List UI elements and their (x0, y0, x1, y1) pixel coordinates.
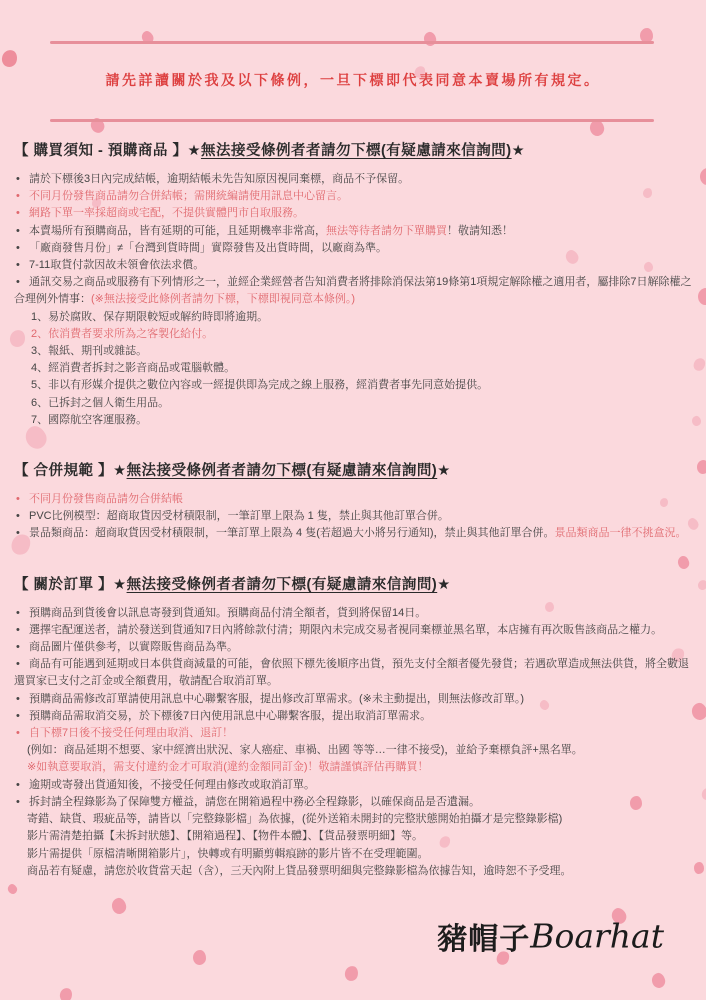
decor-dot (697, 579, 706, 591)
terms-item (14, 412, 696, 429)
terms-item-text: 無法等待者請勿下單購買 (326, 224, 447, 237)
section-warning: 無法接受條例者者請勿下標(有疑慮請來信詢問) (126, 576, 438, 593)
bullet-icon: • (16, 658, 20, 671)
terms-item-text: 1、易於腐敗、保存期限較短或解約時即將逾期。 (31, 310, 269, 323)
section (14, 459, 696, 543)
terms-item (14, 395, 696, 412)
bullet-icon: • (16, 606, 20, 619)
terms-item-text: (※無法接受此條例者請勿下標，下標即視同意本條例。) (91, 293, 356, 306)
bullet-icon: • (16, 190, 20, 203)
terms-item (14, 828, 696, 845)
decor-dot (423, 31, 438, 47)
terms-item (14, 360, 696, 377)
star-icon: ★ (511, 143, 526, 159)
section (14, 139, 696, 429)
header-divider-line (50, 119, 654, 122)
bullet-icon: • (16, 224, 20, 237)
terms-item-text: 網路下單一率採超商或宅配，不提供實體門市自取服務。 (29, 207, 304, 220)
section-warning: 無法接受條例者者請勿下標(有疑慮請來信詢問) (200, 143, 512, 159)
shop-logo-latin: Boarhat (530, 916, 664, 956)
section (14, 573, 696, 880)
terms-item (14, 257, 696, 274)
section-heading (14, 573, 696, 594)
terms-item-text: 不同月份發售商品請勿合併結帳 (29, 493, 183, 506)
star-icon: ★ (113, 576, 127, 593)
terms-item (14, 622, 696, 639)
terms-item-text: 景品類商品一律不挑盒況。 (554, 527, 687, 540)
star-icon: ★ (187, 143, 201, 159)
terms-item (14, 525, 696, 542)
terms-item-text: 7-11取貨付款因故未領會依法求償。 (29, 259, 205, 272)
terms-item (14, 742, 696, 759)
bullet-icon: • (16, 623, 20, 636)
terms-item-text: 6、已拆封之個人衛生用品。 (31, 396, 170, 409)
terms-item (14, 223, 696, 240)
section-title: 【 關於訂單 】 (14, 576, 114, 593)
terms-item-text: 選擇宅配運送者，請於發送到貨通知7日內將餘款付清；期限內未完成交易者視同棄標並黑名單，本店擁有再次販售該商品之權力。 (29, 623, 663, 636)
terms-item-text: (例如：商品延期不想要、家中經濟出狀況、家人癌症、車禍、出國 等等…一律不接受)，並給予棄標負評+黑名單。 (27, 744, 583, 757)
section-heading (14, 139, 696, 160)
terms-item (14, 377, 696, 394)
terms-item-text: 預購商品到貨後會以訊息寄發到貨通知。預購商品付清全額者，貨到將保留14日。 (29, 606, 427, 619)
terms-item (14, 846, 696, 863)
decor-dot (0, 48, 19, 68)
bullet-icon: • (16, 276, 20, 289)
terms-item (14, 309, 696, 326)
terms-item (14, 274, 696, 308)
section-title: 【 合併規範 】 (14, 463, 114, 480)
terms-item (14, 605, 696, 622)
terms-item (14, 708, 696, 725)
terms-item (14, 691, 696, 708)
section-warning: 無法接受條例者者請勿下標(有疑慮請來信詢問) (126, 463, 438, 480)
terms-item-text: ※如執意要取消，需支付違約金才可取消(違約金額同訂金)！敬請謹慎評估再購買！ (27, 761, 429, 774)
terms-sections (14, 139, 696, 910)
star-icon: ★ (113, 463, 127, 480)
decor-dot (698, 288, 706, 305)
terms-item (14, 326, 696, 343)
terms-item (14, 508, 696, 525)
terms-item-text: ！敬請知悉！ (447, 224, 513, 237)
terms-item (14, 171, 696, 188)
bullet-icon: • (16, 207, 20, 220)
bullet-icon: • (16, 510, 20, 523)
decor-dot (343, 965, 359, 983)
bullet-icon: • (16, 709, 20, 722)
terms-item-text: 寄錯、缺貨、瑕疵品等，請皆以「完整錄影檔」為依據，(從外送箱未開封的完整狀態開始拍攝才是完整錄影檔) (27, 813, 563, 826)
terms-item (14, 639, 696, 656)
star-icon: ★ (437, 576, 451, 593)
decor-dot (59, 987, 74, 1000)
terms-item (14, 491, 696, 508)
bullet-icon: • (16, 527, 20, 540)
terms-item-text: 「廠商發售月份」≠「台灣到貨時間」實際發售及出貨時間，以廠商為準。 (29, 241, 388, 254)
terms-item-text: 5、非以有形媒介提供之數位內容或一經提供即為完成之線上服務，經消費者事先同意始提供。 (31, 379, 489, 392)
terms-item-text: 7、國際航空客運服務。 (31, 413, 148, 426)
terms-item-text: 逾期或寄發出貨通知後，不接受任何理由修改或取消訂單。 (29, 778, 315, 791)
terms-item-text: 2、依消費者要求所為之客製化給付。 (31, 327, 214, 340)
decor-dot (701, 787, 706, 801)
terms-item-text: 景品類商品：超商取貨因受材積限制，一筆訂單上限為 4 隻(若超過大小將另行通知)，禁止與其他訂單合併。 (29, 527, 555, 540)
terms-item-text: 4、經消費者拆封之影音商品或電腦軟體。 (31, 362, 236, 375)
star-icon: ★ (437, 463, 451, 480)
terms-item (14, 759, 696, 776)
bullet-icon: • (16, 493, 20, 506)
terms-item (14, 656, 696, 690)
terms-item-text: 預購商品需修改訂單請使用訊息中心聯繫客服，提出修改訂單需求。(※未主動提出，則無法修改訂單。) (29, 692, 525, 705)
terms-item-text: 3、報紙、期刊或雜誌。 (31, 345, 148, 358)
terms-item (14, 343, 696, 360)
shop-logo-cjk: 豬帽子 (437, 923, 531, 956)
bullet-icon: • (16, 173, 20, 185)
section-title: 【 購買須知 - 預購商品 】 (14, 143, 188, 159)
terms-item (14, 205, 696, 222)
terms-item (14, 811, 696, 828)
terms-item-text: 通訊交易之商品或服務有下列情形之一，並經企業經營者告知消費者將排除消保法第19條第1項規定解除權之適用者，屬排除7日解除權之合理例外情事： (14, 276, 692, 306)
terms-item-text: 商品圖片僅供參考，以實際販售商品為準。 (29, 641, 238, 654)
terms-item-text: 商品若有疑慮，請您於收貨當天起（含），三天內附上貨品發票明細與完整錄影檔為依據告知，逾時恕不予受理。 (27, 864, 572, 877)
bullet-icon: • (16, 692, 20, 705)
terms-item (14, 240, 696, 257)
bullet-icon: • (16, 641, 20, 654)
terms-item (14, 725, 696, 742)
terms-item-text: 請於下標後3日內完成結帳，逾期結帳未先告知原因視同棄標，商品不予保留。 (29, 173, 410, 185)
terms-item-text: 本賣場所有預購商品，皆有延期的可能，且延期機率非常高， (29, 224, 326, 237)
terms-item-text: 自下標7日後不接受任何理由取消、退訂！ (29, 727, 234, 740)
terms-item (14, 188, 696, 205)
decor-dot (697, 460, 706, 474)
bullet-icon: • (16, 795, 20, 808)
bullet-icon: • (16, 241, 20, 254)
terms-item-text: 預購商品需取消交易，於下標後7日內使用訊息中心聯繫客服，提出取消訂單需求。 (29, 709, 432, 722)
top-divider-line (50, 41, 654, 44)
section-heading (14, 459, 696, 480)
terms-item-text: 影片需清楚拍攝【未拆封狀態】、【開箱過程】、【物件本體】、【貨品發票明細】等。 (27, 830, 423, 843)
terms-item-text: 拆封請全程錄影為了保障雙方權益，請您在開箱過程中務必全程錄影，以確保商品是否遺漏。 (29, 795, 480, 808)
header-notice: 請先詳讀關於我及以下條例，一旦下標即代表同意本賣場所有規定。 (105, 72, 601, 88)
decor-dot (193, 950, 206, 965)
terms-item (14, 863, 696, 880)
terms-item-text: 影片需提供「原檔清晰開箱影片」，快轉或有明顯剪輯痕跡的影片皆不在受理範圍。 (27, 847, 429, 860)
terms-item (14, 777, 696, 794)
terms-item-text: PVC比例模型：超商取貨因受材積限制，一筆訂單上限為 1 隻，禁止與其他訂單合併。 (29, 510, 449, 523)
bullet-icon: • (16, 259, 20, 272)
decor-dot (700, 168, 706, 185)
shop-logo (437, 914, 664, 958)
terms-item-text: 不同月份發售商品請勿合併結帳；需開統編請使用訊息中心留言。 (29, 190, 348, 203)
terms-item-text: 商品有可能遇到延期或日本供貨商減量的可能，會依照下標先後順序出貨，預先支付全額者優先發貨；若遇砍單造成無法供貨，將全數退還買家已支付之訂金或全額費用，敬請配合取消訂單。 (14, 658, 689, 688)
decor-dot (650, 972, 666, 990)
terms-item (14, 794, 696, 811)
bullet-icon: • (16, 727, 20, 740)
bullet-icon: • (16, 778, 20, 791)
